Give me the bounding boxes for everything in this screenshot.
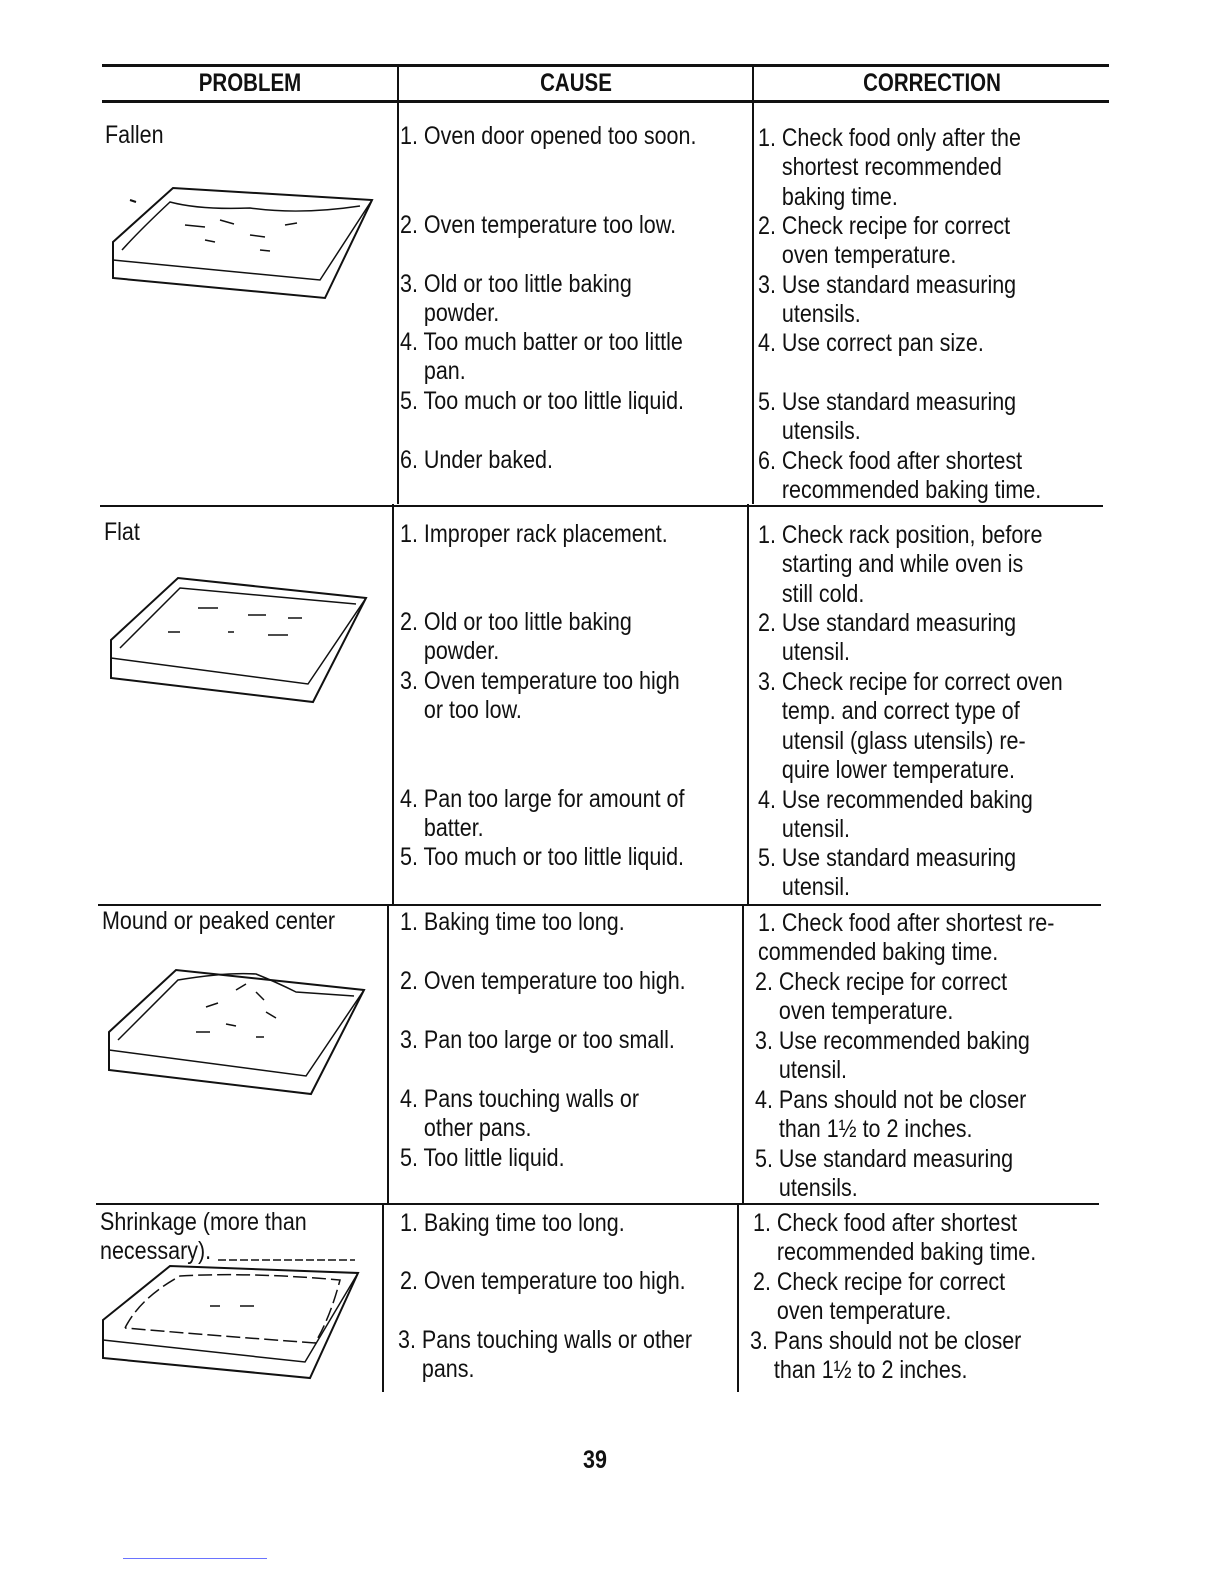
cause-item: 3. Oven temperature too high or too low. — [400, 667, 680, 725]
cause-item: 2. Oven temperature too low. — [400, 211, 677, 239]
problem-label: Flat — [104, 518, 140, 546]
correction-item: 1. Check food after shortest re- commended baking time. — [758, 909, 1055, 967]
cause-item: 4. Pan too large for amount of batter. — [400, 785, 685, 843]
cause-item: 3. Pan too large or too small. — [400, 1026, 675, 1054]
correction-item: 2. Check recipe for correct oven temperature. — [758, 212, 1011, 270]
shrunken-cake-pan-icon — [100, 1258, 365, 1388]
correction-item: 3. Use recommended baking utensil. — [755, 1027, 1030, 1085]
cause-item: 2. Old or too little baking powder. — [400, 608, 632, 666]
problem-label: Shrinkage (more than necessary). — [100, 1208, 307, 1265]
column-divider-cause-correction — [742, 904, 744, 1204]
flat-cake-pan-icon — [108, 570, 373, 710]
cause-item: 4. Too much batter or too little pan. — [400, 328, 683, 386]
cause-item: 5. Too much or too little liquid. — [400, 387, 685, 415]
correction-item: 5. Use standard measuring utensils. — [755, 1145, 1014, 1203]
correction-item: 5. Use standard measuring utensil. — [758, 844, 1017, 902]
correction-item: 2. Check recipe for correct oven temperature. — [753, 1268, 1006, 1326]
cause-item: 2. Oven temperature too high. — [400, 967, 686, 995]
cause-item: 1. Baking time too long. — [400, 1209, 625, 1237]
correction-item: 4. Use correct pan size. — [758, 329, 984, 357]
correction-item: 3. Use standard measuring utensils. — [758, 271, 1017, 329]
column-divider-problem-cause — [392, 504, 394, 904]
column-divider-problem-cause — [382, 1204, 384, 1392]
correction-item: 4. Pans should not be closer than 1½ to 2 inches. — [755, 1086, 1027, 1144]
correction-item: 4. Use recommended baking utensil. — [758, 786, 1033, 844]
problem-label: Mound or peaked center — [102, 907, 336, 935]
correction-item: 1. Check food only after the shortest recommended baking time. — [758, 124, 1021, 211]
cause-item: 5. Too little liquid. — [400, 1144, 565, 1172]
header-correction: CORRECTION — [863, 69, 1001, 97]
header-top-rule — [102, 64, 1109, 67]
cause-item: 6. Under baked. — [400, 446, 553, 474]
peaked-cake-pan-icon — [106, 962, 371, 1102]
header-bottom-rule — [102, 100, 1109, 103]
header-cause: CAUSE — [540, 69, 612, 97]
cause-item: 1. Baking time too long. — [400, 908, 625, 936]
correction-item: 5. Use standard measuring utensils. — [758, 388, 1017, 446]
header-problem: PROBLEM — [198, 69, 302, 97]
footer-rule — [123, 1558, 267, 1559]
fallen-cake-pan-icon — [110, 180, 375, 310]
cause-item: 1. Oven door opened too soon. — [400, 122, 697, 150]
cause-item: 3. Old or too little baking powder. — [400, 270, 632, 328]
column-divider-cause-correction — [752, 64, 754, 504]
problem-label: Fallen — [105, 121, 164, 149]
correction-item: 1. Check rack position, before starting and while oven is still cold. — [758, 521, 1043, 608]
row-divider — [98, 904, 1101, 906]
page-number: 39 — [583, 1446, 607, 1474]
correction-item: 3. Check recipe for correct oven temp. and correct type of utensil (glass utensils) re- quire lower temperature. — [758, 668, 1063, 784]
column-divider-cause-correction — [747, 504, 749, 904]
correction-item: 2. Use standard measuring utensil. — [758, 609, 1017, 667]
column-divider-problem-cause — [397, 64, 399, 504]
cause-item: 5. Too much or too little liquid. — [400, 843, 685, 871]
cause-item: 1. Improper rack placement. — [400, 520, 668, 548]
correction-item: 3. Pans should not be closer than 1½ to 2 inches. — [750, 1327, 1022, 1385]
cause-item: 3. Pans touching walls or other pans. — [398, 1326, 692, 1384]
correction-item: 2. Check recipe for correct oven temperature. — [755, 968, 1008, 1026]
correction-item: 6. Check food after shortest recommended baking time. — [758, 447, 1042, 505]
correction-item: 1. Check food after shortest recommended baking time. — [753, 1209, 1037, 1267]
cause-item: 2. Oven temperature too high. — [400, 1267, 686, 1295]
cause-item: 4. Pans touching walls or other pans. — [400, 1085, 640, 1143]
column-divider-cause-correction — [737, 1204, 739, 1392]
column-divider-problem-cause — [387, 904, 389, 1204]
